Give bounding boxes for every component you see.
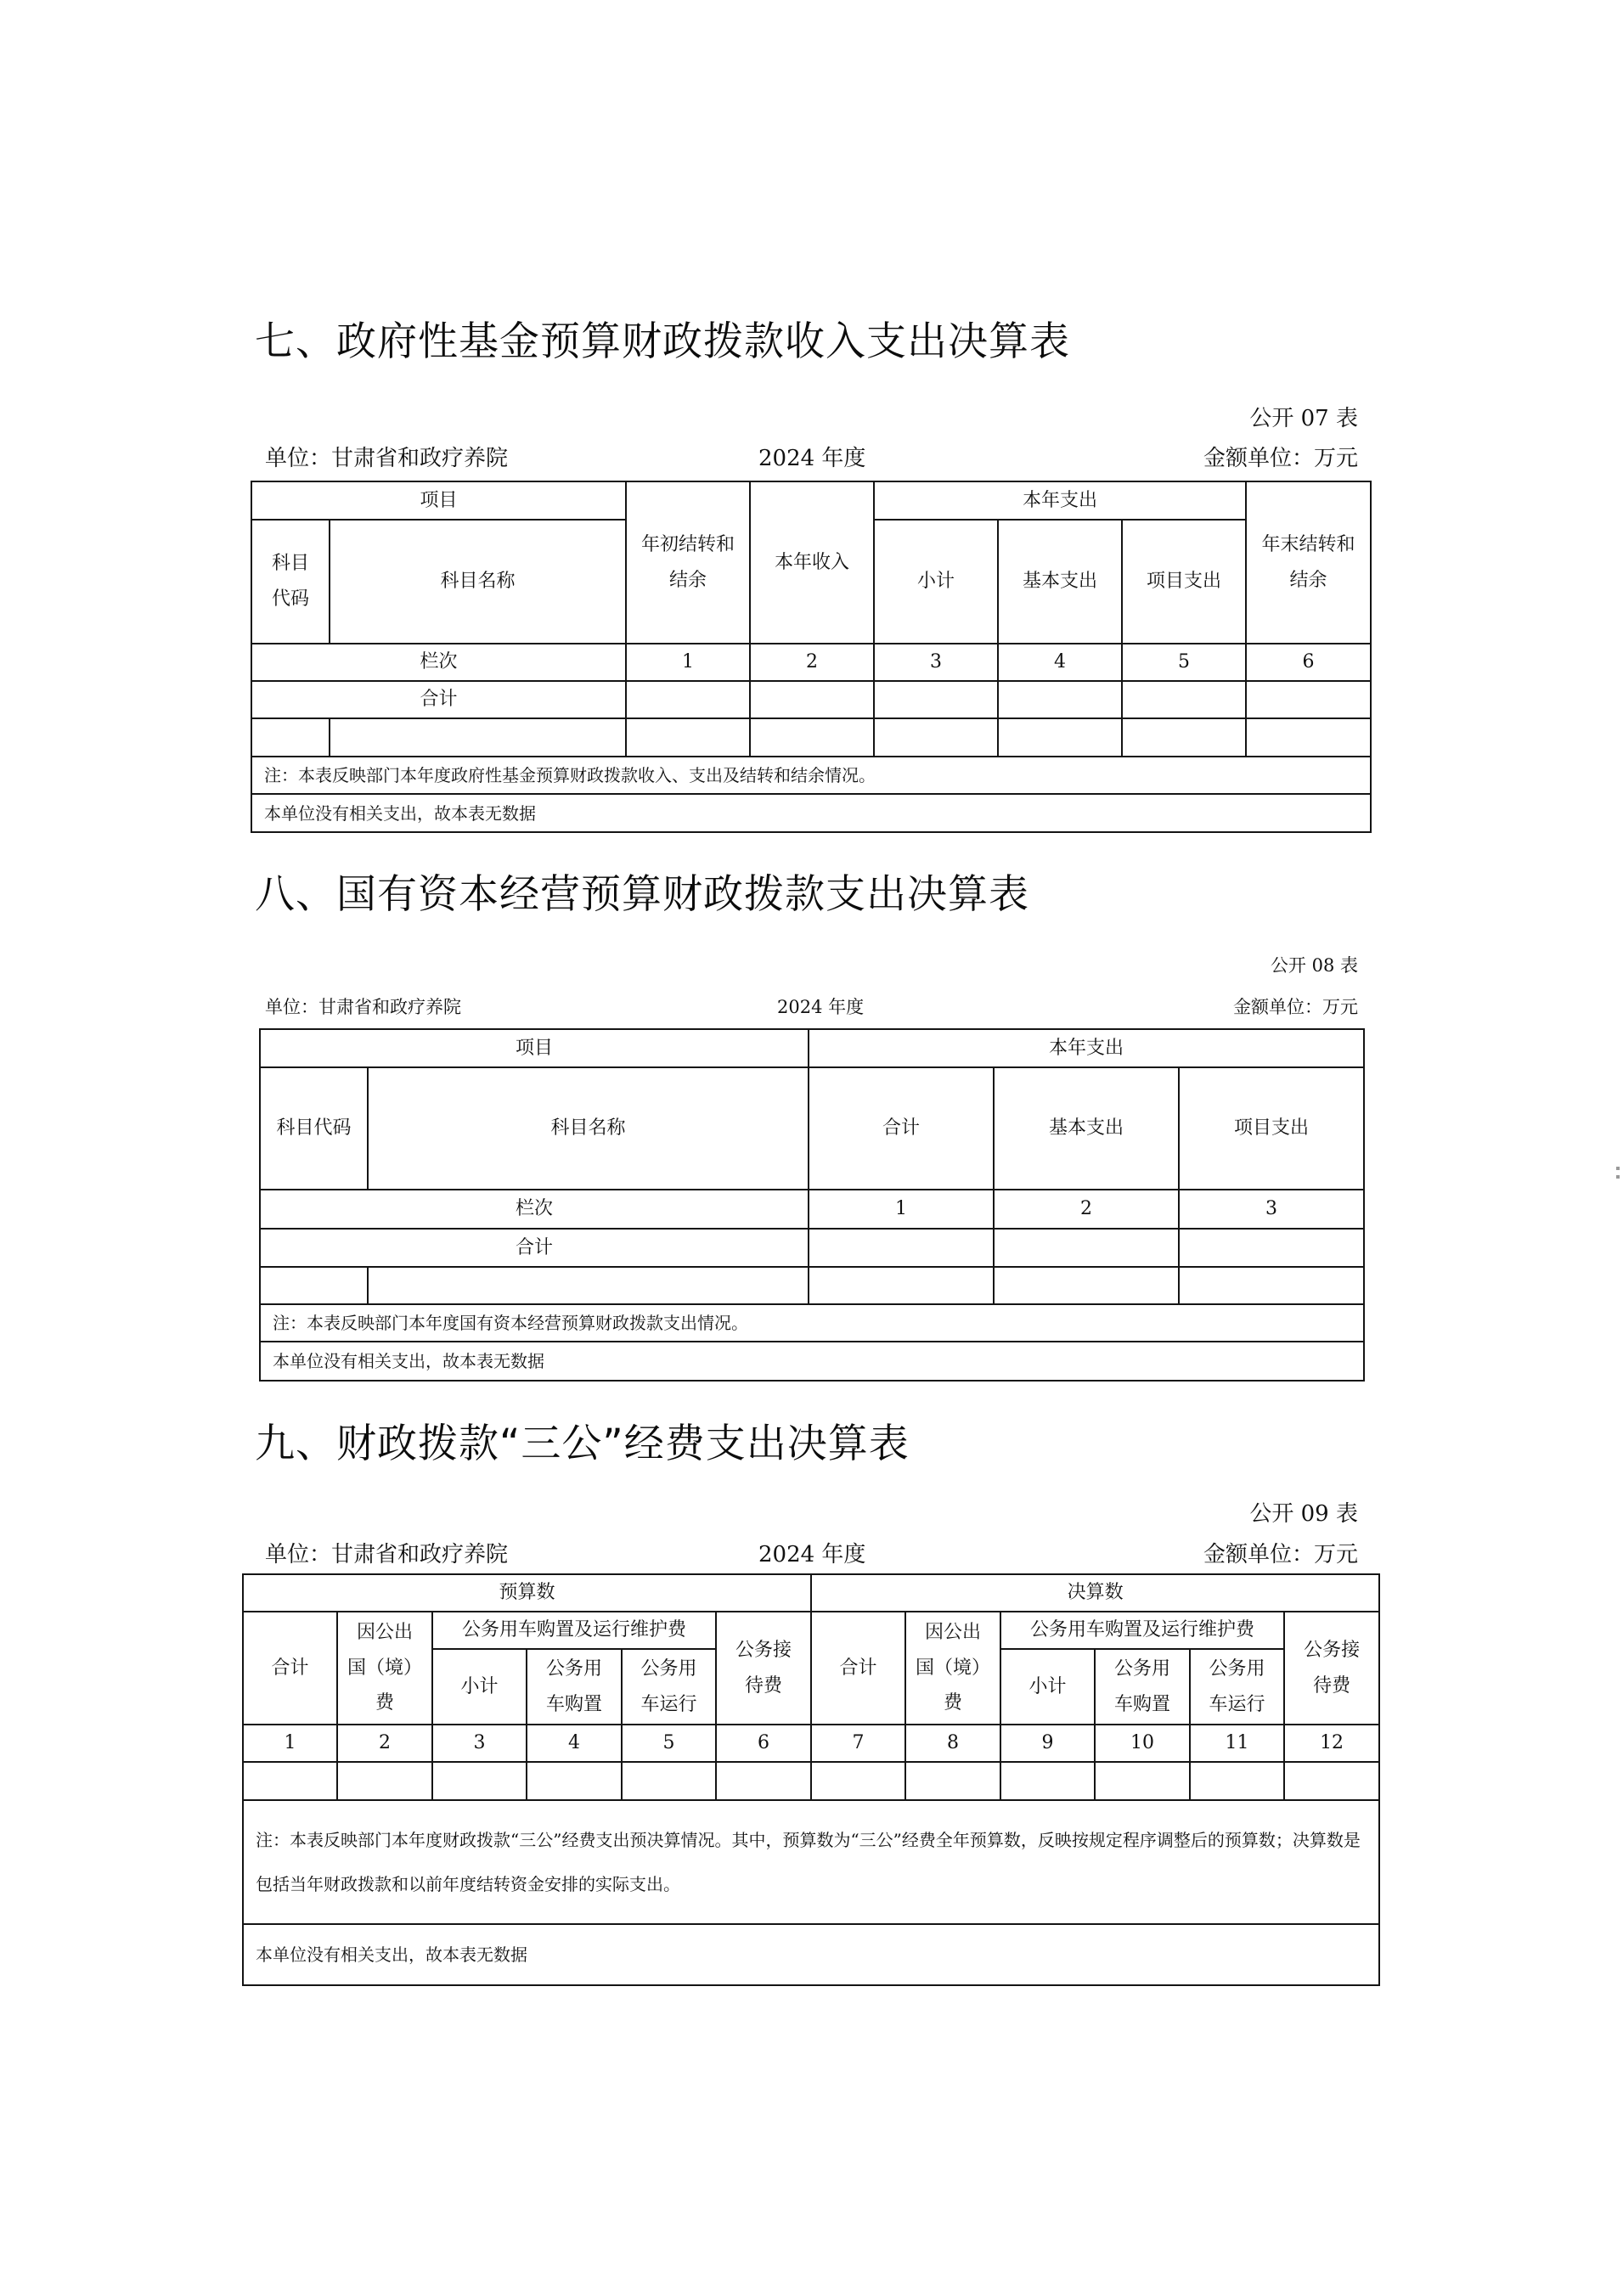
cell <box>994 1229 1179 1267</box>
cell <box>1179 1229 1364 1267</box>
cell <box>809 1267 994 1304</box>
column-number: 10 <box>1095 1725 1190 1762</box>
header-budget-group: 预算数 <box>243 1574 811 1612</box>
total-label: 合计 <box>260 1229 809 1267</box>
currency-unit: 金额单位：万元 <box>1203 1542 1358 1567</box>
cell <box>811 1762 905 1800</box>
table-note: 注：本表反映部门本年度国有资本经营预算财政拨款支出情况。 <box>260 1304 1364 1342</box>
cell <box>1095 1762 1190 1800</box>
header-vehicle-group: 公务用车购置及运行维护费 <box>432 1612 716 1649</box>
scan-artifact <box>1616 1167 1620 1170</box>
header-project: 项目支出 <box>1179 1067 1364 1190</box>
header-income: 本年收入 <box>750 481 874 644</box>
column-number: 4 <box>998 644 1122 681</box>
header-opening-balance: 年初结转和 结余 <box>626 481 750 644</box>
header-expense-group: 本年支出 <box>809 1029 1364 1067</box>
header-total: 合计 <box>811 1612 905 1725</box>
header-actual-group: 决算数 <box>811 1574 1379 1612</box>
header-project: 项目支出 <box>1122 520 1246 644</box>
cell <box>1190 1762 1284 1800</box>
table-note: 注：本表反映部门本年度政府性基金预算财政拨款收入、支出及结转和结余情况。 <box>251 757 1371 794</box>
cell <box>1246 718 1371 757</box>
column-number: 7 <box>811 1725 905 1762</box>
column-number: 8 <box>905 1725 1000 1762</box>
column-number: 5 <box>1122 644 1246 681</box>
scan-artifact <box>1616 1175 1620 1179</box>
cell <box>716 1762 811 1800</box>
header-item: 项目 <box>260 1029 809 1067</box>
currency-unit: 金额单位：万元 <box>1233 997 1358 1017</box>
column-number: 3 <box>432 1725 527 1762</box>
fiscal-year: 2024 年度 <box>758 1542 866 1567</box>
cell <box>260 1267 368 1304</box>
no-data-message: 本单位没有相关支出，故本表无数据 <box>251 794 1371 832</box>
header-vehicle-purchase: 公务用 车购置 <box>527 1649 622 1725</box>
cell <box>1000 1762 1095 1800</box>
column-number: 3 <box>874 644 998 681</box>
table-id-07: 公开 07 表 <box>1249 406 1358 431</box>
cell <box>874 718 998 757</box>
header-vehicle-operation: 公务用 车运行 <box>1190 1649 1284 1725</box>
fiscal-year: 2024 年度 <box>758 446 866 471</box>
column-index-label: 栏次 <box>251 644 626 681</box>
header-expense-group: 本年支出 <box>874 481 1246 520</box>
table-row <box>260 1267 1364 1304</box>
section-7-title: 七、政府性基金预算财政拨款收入支出决算表 <box>255 318 1070 365</box>
header-name: 科目名称 <box>368 1067 809 1190</box>
cell <box>337 1762 432 1800</box>
header-closing-balance: 年末结转和 结余 <box>1246 481 1371 644</box>
cell <box>1122 718 1246 757</box>
header-reception: 公务接 待费 <box>1284 1612 1379 1725</box>
no-data-message: 本单位没有相关支出，故本表无数据 <box>260 1342 1364 1381</box>
header-code: 科目 代码 <box>251 520 330 644</box>
cell <box>251 718 330 757</box>
table-07 <box>251 481 1372 833</box>
cell <box>1179 1267 1364 1304</box>
unit-label: 单位：甘肃省和政疗养院 <box>265 997 461 1017</box>
header-basic: 基本支出 <box>994 1067 1179 1190</box>
cell <box>1246 681 1371 718</box>
cell <box>432 1762 527 1800</box>
header-vehicle-operation: 公务用 车运行 <box>622 1649 716 1725</box>
section-9-title: 九、财政拨款“三公”经费支出决算表 <box>255 1421 910 1467</box>
column-number: 1 <box>809 1190 994 1229</box>
table-row <box>251 718 1371 757</box>
header-abroad: 因公出 国（境） 费 <box>337 1612 432 1725</box>
cell <box>998 681 1122 718</box>
column-number: 6 <box>716 1725 811 1762</box>
table-row <box>243 1762 1379 1800</box>
column-number: 1 <box>243 1725 337 1762</box>
header-basic: 基本支出 <box>998 520 1122 644</box>
header-subtotal: 小计 <box>874 520 998 644</box>
column-number: 5 <box>622 1725 716 1762</box>
header-code: 科目代码 <box>260 1067 368 1190</box>
column-number: 2 <box>750 644 874 681</box>
table-id-08: 公开 08 表 <box>1270 955 1358 976</box>
table-08 <box>259 1028 1365 1382</box>
header-vehicle-subtotal: 小计 <box>432 1649 527 1725</box>
cell <box>626 718 750 757</box>
column-number: 3 <box>1179 1190 1364 1229</box>
column-index-label: 栏次 <box>260 1190 809 1229</box>
currency-unit: 金额单位：万元 <box>1203 446 1358 471</box>
cell <box>905 1762 1000 1800</box>
cell <box>330 718 626 757</box>
unit-label: 单位：甘肃省和政疗养院 <box>265 1542 509 1567</box>
header-name: 科目名称 <box>330 520 626 644</box>
column-number: 6 <box>1246 644 1371 681</box>
cell <box>626 681 750 718</box>
column-number: 1 <box>626 644 750 681</box>
table-09 <box>242 1573 1380 1986</box>
column-number: 11 <box>1190 1725 1284 1762</box>
header-abroad: 因公出 国（境） 费 <box>905 1612 1000 1725</box>
column-number: 4 <box>527 1725 622 1762</box>
cell <box>994 1267 1179 1304</box>
header-reception: 公务接 待费 <box>716 1612 811 1725</box>
header-vehicle-purchase: 公务用 车购置 <box>1095 1649 1190 1725</box>
cell <box>998 718 1122 757</box>
header-total: 合计 <box>809 1067 994 1190</box>
cell <box>750 681 874 718</box>
header-vehicle-subtotal: 小计 <box>1000 1649 1095 1725</box>
total-label: 合计 <box>251 681 626 718</box>
fiscal-year: 2024 年度 <box>777 997 865 1017</box>
cell <box>1284 1762 1379 1800</box>
column-number: 2 <box>994 1190 1179 1229</box>
cell <box>809 1229 994 1267</box>
cell <box>622 1762 716 1800</box>
table-note: 注：本表反映部门本年度财政拨款“三公”经费支出预决算情况。其中，预算数为“三公”经费全年预算数，反映按规定程序调整后的预算数；决算数是包括当年财政拨款和以前年度结转资金安排的实际支出。 <box>243 1800 1379 1924</box>
section-8-title: 八、国有资本经营预算财政拨款支出决算表 <box>255 871 1029 918</box>
total-row <box>251 681 1371 718</box>
unit-label: 单位：甘肃省和政疗养院 <box>265 446 509 471</box>
header-item: 项目 <box>251 481 626 520</box>
header-total: 合计 <box>243 1612 337 1725</box>
column-number: 12 <box>1284 1725 1379 1762</box>
cell <box>750 718 874 757</box>
cell <box>1122 681 1246 718</box>
cell <box>874 681 998 718</box>
header-vehicle-group: 公务用车购置及运行维护费 <box>1000 1612 1284 1649</box>
cell <box>527 1762 622 1800</box>
no-data-message: 本单位没有相关支出，故本表无数据 <box>243 1924 1379 1985</box>
column-number: 2 <box>337 1725 432 1762</box>
table-id-09: 公开 09 表 <box>1249 1501 1358 1527</box>
cell <box>368 1267 809 1304</box>
cell <box>243 1762 337 1800</box>
total-row <box>260 1229 1364 1267</box>
column-number: 9 <box>1000 1725 1095 1762</box>
